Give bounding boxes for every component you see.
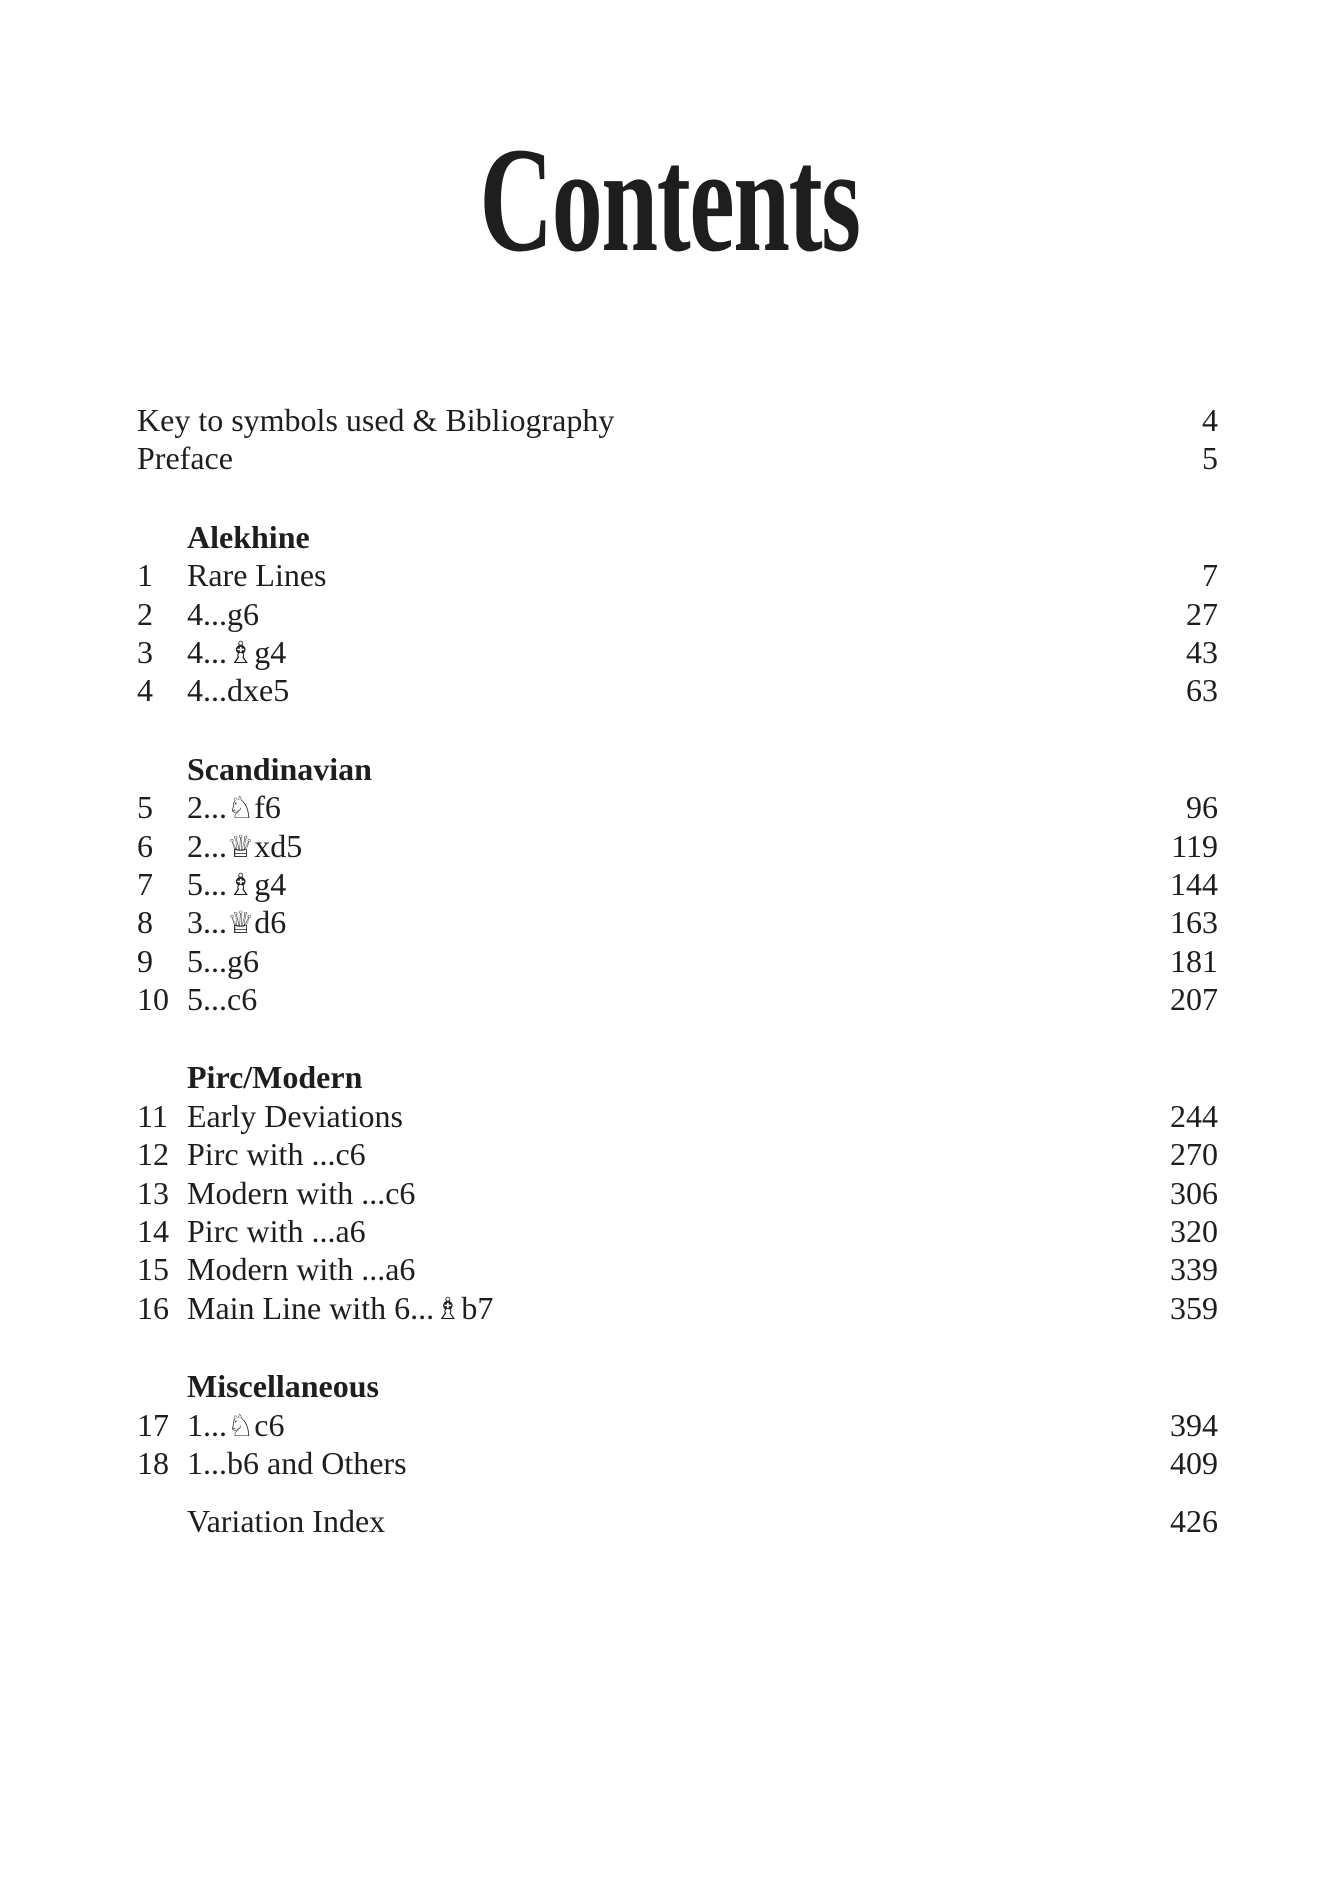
chapter-title: 1...b6 and Others bbox=[187, 1444, 407, 1481]
chapter-title: 4...♗g4 bbox=[187, 633, 287, 671]
chess-piece-icon: ♘ bbox=[227, 1408, 255, 1444]
page-number: 4 bbox=[1202, 402, 1218, 438]
chapter-number: 16 bbox=[137, 1289, 169, 1326]
page-title: Contents bbox=[479, 117, 860, 283]
entry-label: Key to symbols used & Bibliography bbox=[137, 402, 615, 438]
toc-entry bbox=[137, 557, 1218, 595]
page-number: 7 bbox=[1202, 557, 1218, 594]
chapter-number: 8 bbox=[137, 904, 153, 941]
chapter-number: 11 bbox=[137, 1097, 168, 1134]
entry-label: Variation Index bbox=[187, 1503, 386, 1540]
chess-piece-icon: ♘ bbox=[227, 791, 255, 827]
toc-entry bbox=[137, 1136, 1218, 1174]
page-number: 163 bbox=[1170, 904, 1218, 941]
chapter-title: Early Deviations bbox=[187, 1097, 403, 1134]
toc-entry bbox=[137, 634, 1218, 672]
chapter-title: Modern with ...c6 bbox=[187, 1174, 416, 1211]
page-number: 244 bbox=[1170, 1097, 1218, 1134]
chapter-number: 12 bbox=[137, 1136, 169, 1173]
chapter-number: 7 bbox=[137, 865, 153, 902]
toc-entry bbox=[137, 828, 1218, 866]
chapter-number: 15 bbox=[137, 1251, 169, 1288]
toc-entry-variation-index bbox=[137, 1503, 1218, 1541]
chapter-number: 3 bbox=[137, 633, 153, 670]
toc-entry bbox=[137, 866, 1218, 904]
toc-entry bbox=[137, 943, 1218, 981]
chapter-title: 5...g6 bbox=[187, 942, 259, 979]
chapter-number: 2 bbox=[137, 595, 153, 632]
section-heading-scandinavian: Scandinavian bbox=[187, 750, 372, 787]
chess-piece-icon: ♕ bbox=[227, 829, 255, 865]
page-number: 27 bbox=[1186, 595, 1218, 632]
toc-entry bbox=[137, 789, 1218, 827]
table-of-contents bbox=[137, 402, 1218, 1542]
chapter-title: Pirc with ...c6 bbox=[187, 1136, 366, 1173]
chapter-title: Modern with ...a6 bbox=[187, 1251, 416, 1288]
toc-entry-preface bbox=[137, 440, 1218, 478]
toc-entry bbox=[137, 1098, 1218, 1136]
chapter-title: 2...♘f6 bbox=[187, 789, 281, 827]
page-number: 320 bbox=[1170, 1213, 1218, 1250]
page-number: 359 bbox=[1170, 1289, 1218, 1326]
page-number: 96 bbox=[1186, 789, 1218, 826]
chess-piece-icon: ♗ bbox=[227, 867, 255, 903]
chapter-number: 13 bbox=[137, 1174, 169, 1211]
chapter-title: 2...♕xd5 bbox=[187, 827, 303, 865]
chapter-number: 9 bbox=[137, 942, 153, 979]
chapter-title: Rare Lines bbox=[187, 557, 327, 594]
section-heading-alekhine: Alekhine bbox=[187, 518, 310, 555]
chess-piece-icon: ♕ bbox=[227, 906, 255, 942]
toc-entry bbox=[137, 672, 1218, 710]
chapter-title: 5...c6 bbox=[187, 981, 258, 1018]
page-number: 426 bbox=[1170, 1503, 1218, 1540]
toc-entry bbox=[137, 1407, 1218, 1445]
page-number: 339 bbox=[1170, 1251, 1218, 1288]
chapter-title: 4...dxe5 bbox=[187, 672, 290, 709]
toc-entry bbox=[137, 1175, 1218, 1213]
page-number: 207 bbox=[1170, 981, 1218, 1018]
chapter-title: Pirc with ...a6 bbox=[187, 1213, 366, 1250]
toc-entry bbox=[137, 1213, 1218, 1251]
entry-label: Preface bbox=[137, 440, 233, 477]
toc-entry bbox=[137, 981, 1218, 1019]
page-number: 306 bbox=[1170, 1174, 1218, 1211]
page-number: 5 bbox=[1202, 440, 1218, 477]
page-number: 144 bbox=[1170, 865, 1218, 902]
section-heading-pirc-modern: Pirc/Modern bbox=[187, 1059, 363, 1096]
toc-entry bbox=[137, 904, 1218, 942]
toc-entry-key-to-symbols bbox=[137, 402, 1218, 440]
page-number: 394 bbox=[1170, 1406, 1218, 1443]
chapter-number: 1 bbox=[137, 557, 153, 594]
chapter-title: 4...g6 bbox=[187, 595, 259, 632]
chapter-number: 10 bbox=[137, 981, 169, 1018]
page-number: 270 bbox=[1170, 1136, 1218, 1173]
page-number: 119 bbox=[1171, 827, 1218, 864]
toc-entry bbox=[137, 1251, 1218, 1289]
toc-entry bbox=[137, 596, 1218, 634]
page-number: 63 bbox=[1186, 672, 1218, 709]
chapter-number: 14 bbox=[137, 1213, 169, 1250]
chapter-number: 5 bbox=[137, 789, 153, 826]
toc-entry bbox=[137, 1445, 1218, 1483]
page-number: 409 bbox=[1170, 1444, 1218, 1481]
chapter-title: 1...♘c6 bbox=[187, 1406, 285, 1444]
section-heading-miscellaneous: Miscellaneous bbox=[187, 1368, 379, 1405]
chapter-title: Main Line with 6...♗b7 bbox=[187, 1289, 494, 1327]
toc-entry bbox=[137, 1290, 1218, 1328]
page-number: 43 bbox=[1186, 633, 1218, 670]
chess-piece-icon: ♗ bbox=[227, 635, 255, 671]
chapter-number: 6 bbox=[137, 827, 153, 864]
chapter-title: 3...♕d6 bbox=[187, 904, 287, 942]
page-number: 181 bbox=[1170, 942, 1218, 979]
chess-piece-icon: ♗ bbox=[434, 1291, 462, 1327]
chapter-number: 17 bbox=[137, 1406, 169, 1443]
chapter-title: 5...♗g4 bbox=[187, 865, 287, 903]
chapter-number: 4 bbox=[137, 672, 153, 709]
chapter-number: 18 bbox=[137, 1444, 169, 1481]
